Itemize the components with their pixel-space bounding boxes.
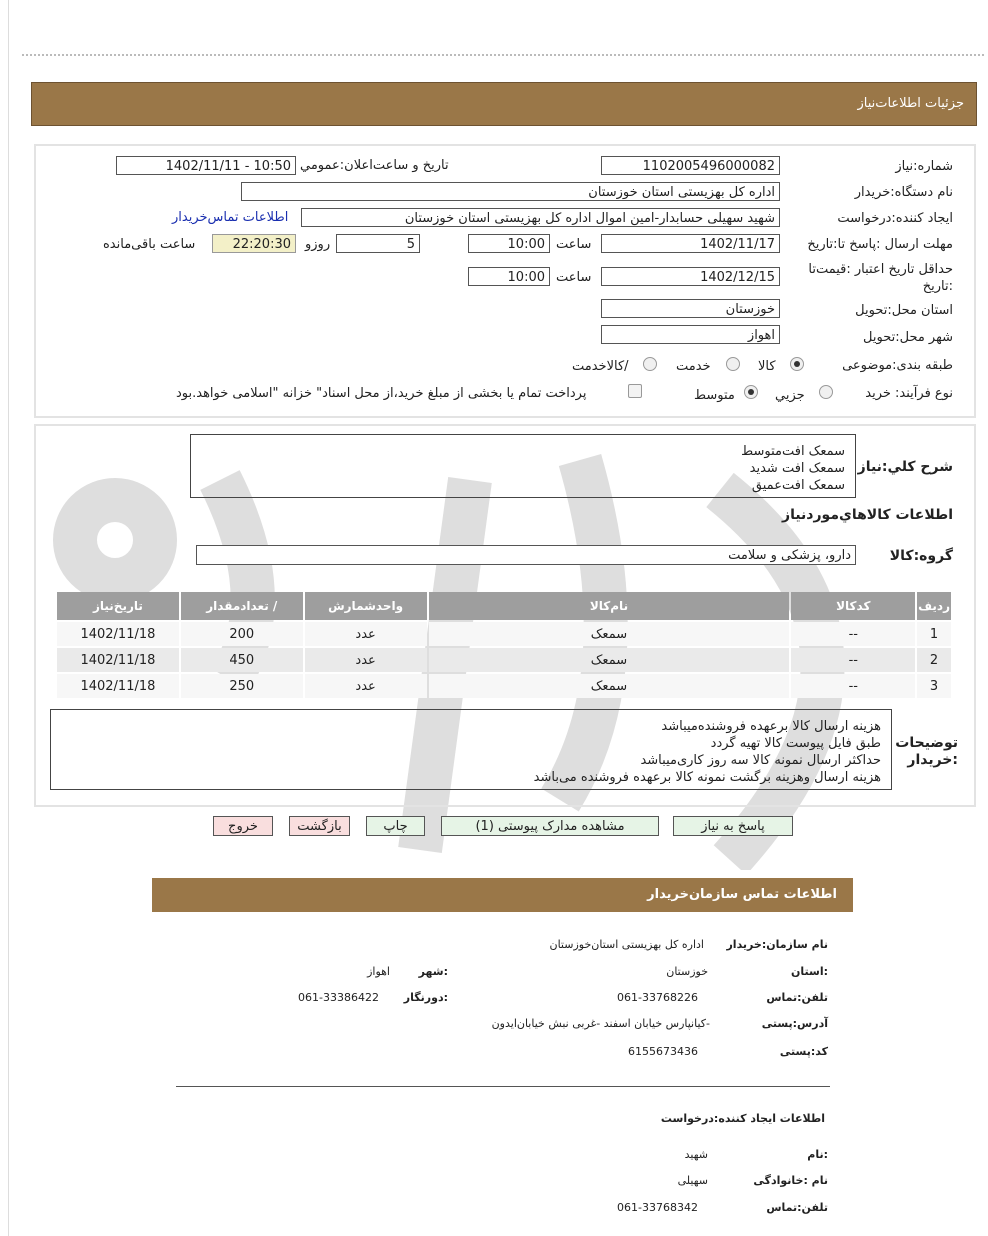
buyer-notes-label: توضیحات — [895, 735, 958, 751]
treasury-payment-note: پرداخت تمام یا بخشی از مبلغ خرید،از محل اسناد" خزانه "اسلامی خواهد.بود — [176, 386, 587, 401]
city-label: شهر محل:تحویل — [863, 330, 953, 345]
buyer-notes-label-2: :خریدار — [907, 752, 958, 768]
process-minor-label: جزيي — [775, 388, 805, 403]
group-label: گروه:کالا — [889, 548, 953, 564]
cell-quantity: 200 — [181, 622, 303, 646]
province-field: خوزستان — [601, 299, 780, 318]
contact-divider — [176, 1086, 830, 1087]
back-button[interactable]: بازگشت — [289, 816, 350, 836]
deadline-label: مهلت ارسال :پاسخ تا:تاریخ — [807, 237, 953, 252]
buyer-note-line: هزینه ارسال وهزینه برگشت نمونه کالا برعهده فروشنده می‌باشد — [533, 770, 881, 785]
dotted-separator — [22, 54, 984, 56]
table-row — [57, 622, 951, 646]
col-need-date: تاریخ‌نیاز — [57, 592, 179, 620]
process-label: نوع فرآیند: خرید — [865, 386, 953, 401]
col-code: کدکالا — [791, 592, 915, 620]
summary-line: سمعک افت شدید — [749, 461, 845, 476]
phone-label: تلفن:تماس — [766, 991, 828, 1004]
category-service-radio[interactable] — [726, 357, 740, 371]
days-label: روزو — [305, 237, 331, 252]
deadline-date-field: 1402/11/17 — [601, 234, 780, 253]
validity-time-label: ساعت — [556, 270, 592, 285]
category-goods-radio[interactable] — [790, 357, 804, 371]
table-row — [57, 648, 951, 672]
attachments-button[interactable]: مشاهده مدارک پیوستی (1) — [441, 816, 659, 836]
deadline-time-label: ساعت — [556, 237, 592, 252]
category-service-label: خدمت — [676, 359, 711, 374]
validity-time-field: 10:00 — [468, 267, 550, 286]
need-number-label: شماره:نیاز — [895, 159, 953, 174]
validity-label: حداقل تاریخ اعتبار :قیمت‌تا — [808, 262, 953, 277]
process-minor-radio[interactable] — [819, 385, 833, 399]
page-header — [31, 82, 977, 126]
page-title: جزئیات اطلاعات‌نیاز — [857, 96, 964, 111]
last-name-label: نام :خانوادگی — [753, 1174, 828, 1187]
cell-row-number: 3 — [917, 674, 951, 698]
process-medium-label: متوسط — [694, 388, 735, 403]
summary-line: سمعک افت‌عمیق — [751, 478, 845, 493]
cell-name: سمعک — [429, 622, 790, 646]
cell-need-date: 1402/11/18 — [57, 648, 179, 672]
col-row-number: ردیف — [917, 592, 951, 620]
first-name-value: شهید — [684, 1148, 708, 1161]
summary-label: شرح کلي:نياز — [857, 459, 953, 475]
city-contact-label: :شهر — [418, 965, 448, 978]
fax-label: :دورنگار — [403, 991, 448, 1004]
remaining-time-field: 22:20:30 — [212, 234, 296, 253]
announce-label: تاريخ و ساعت‌اعلان:عمومي — [300, 158, 449, 173]
buyer-contact-link[interactable]: اطلاعات تماس‌خریدار — [172, 210, 289, 225]
goods-table — [55, 590, 953, 700]
phone-value: 061-33768226 — [617, 991, 698, 1004]
remaining-label: ساعت باقی‌مانده — [103, 237, 196, 252]
buyer-note-line: طبق فایل پیوست کالا تهیه گردد — [710, 736, 881, 751]
creator-phone-label: تلفن:تماس — [766, 1201, 828, 1214]
cell-unit: عدد — [305, 648, 427, 672]
col-unit: واحدشمارش — [305, 592, 427, 620]
province-contact-value: خوزستان — [666, 965, 708, 978]
creator-phone-value: 061-33768342 — [617, 1201, 698, 1214]
reply-button[interactable]: پاسخ به نیاز — [673, 816, 793, 836]
days-field: 5 — [336, 234, 420, 253]
treasury-payment-checkbox[interactable] — [628, 384, 642, 398]
category-goods-service-label: /کالاخدمت — [572, 359, 629, 374]
creator-info-title: اطلاعات ایجاد کننده:درخواست — [660, 1112, 825, 1125]
creator-label: ایجاد کننده:درخواست — [837, 211, 953, 226]
cell-unit: عدد — [305, 622, 427, 646]
cell-quantity: 250 — [181, 674, 303, 698]
first-name-label: :نام — [807, 1148, 828, 1161]
cell-need-date: 1402/11/18 — [57, 622, 179, 646]
col-quantity: / تعدادمقدار — [181, 592, 303, 620]
summary-box — [190, 434, 856, 498]
buyer-note-line: هزینه ارسال کالا برعهده فروشنده‌میباشد — [661, 719, 881, 734]
category-goods-label: کالا — [758, 359, 776, 374]
cell-name: سمعک — [429, 674, 790, 698]
cell-name: سمعک — [429, 648, 790, 672]
exit-button[interactable]: خروج — [213, 816, 273, 836]
category-label: طبقه بندی:موضوعی — [842, 358, 953, 373]
buyer-org-field: اداره کل بهزیستی استان خوزستان — [241, 182, 780, 201]
cell-row-number: 2 — [917, 648, 951, 672]
org-value: اداره کل بهزیستی استان‌خوزستان — [549, 938, 704, 951]
cell-need-date: 1402/11/18 — [57, 674, 179, 698]
category-goods-service-radio[interactable] — [643, 357, 657, 371]
cell-code: -- — [791, 622, 915, 646]
col-name: نام‌کالا — [429, 592, 790, 620]
deadline-time-field: 10:00 — [468, 234, 550, 253]
contact-header — [152, 878, 853, 912]
table-row — [57, 674, 951, 698]
process-medium-radio[interactable] — [744, 385, 758, 399]
need-number-field: 1102005496000082 — [601, 156, 780, 175]
postal-code-value: 6155673436 — [628, 1045, 698, 1058]
cell-code: -- — [791, 674, 915, 698]
left-border-line — [8, 0, 9, 1236]
contact-title: اطلاعات تماس سازمان‌خریدار — [647, 887, 837, 902]
postal-code-label: کد:پستی — [779, 1045, 828, 1058]
fax-value: 061-33386422 — [298, 991, 379, 1004]
buyer-note-line: حداکثر ارسال نمونه کالا سه روز کاری‌میباشد — [640, 753, 881, 768]
goods-info-heading: اطلاعات کالاهاي‌موردنياز — [782, 507, 953, 523]
last-name-value: سهیلی — [677, 1174, 708, 1187]
address-value: -کیانپارس خیابان اسفند -غربی نبش خیابان‌ایدون — [491, 1017, 710, 1030]
buyer-org-label: نام دستگاه:خریدار — [854, 185, 953, 200]
address-label: آدرس:پستی — [761, 1017, 828, 1030]
city-field: اهواز — [601, 325, 780, 344]
validity-date-field: 1402/12/15 — [601, 267, 780, 286]
cell-code: -- — [791, 648, 915, 672]
validity-label-2: :تاریخ — [922, 279, 953, 294]
org-label: نام سازمان:خریدار — [726, 938, 828, 951]
creator-field: شهید سهیلی حسابدار-امین اموال اداره کل بهزیستی استان خوزستان — [301, 208, 780, 227]
city-contact-value: اهواز — [367, 965, 390, 978]
announce-field: 1402/11/11 - 10:50 — [116, 156, 296, 175]
cell-row-number: 1 — [917, 622, 951, 646]
summary-line: سمعک افت‌متوسط — [741, 444, 845, 459]
province-label: استان محل:تحویل — [855, 303, 953, 318]
print-button[interactable]: چاپ — [366, 816, 425, 836]
group-field: دارو، پزشکی و سلامت — [196, 545, 856, 565]
cell-quantity: 450 — [181, 648, 303, 672]
buyer-notes-box — [50, 709, 892, 790]
province-contact-label: :استان — [791, 965, 828, 978]
cell-unit: عدد — [305, 674, 427, 698]
table-header-row — [57, 592, 951, 620]
